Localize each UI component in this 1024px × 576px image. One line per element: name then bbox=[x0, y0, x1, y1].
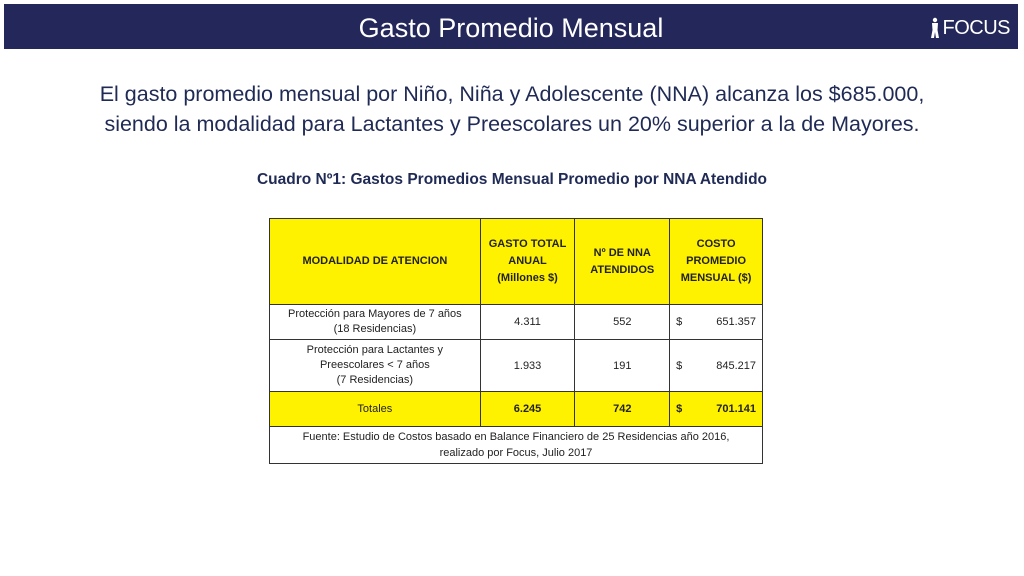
cell-costo bbox=[670, 305, 763, 340]
totals-row bbox=[270, 392, 763, 427]
currency-symbol: $ bbox=[676, 403, 683, 415]
cell-totales-label: Totales bbox=[270, 392, 481, 427]
cell-nna: 191 bbox=[575, 340, 670, 392]
page-title: Gasto Promedio Mensual bbox=[358, 13, 664, 43]
cell-nna: 552 bbox=[575, 305, 670, 340]
logo-text: FOCUS bbox=[942, 17, 1010, 39]
table-row bbox=[270, 340, 763, 392]
focus-logo bbox=[929, 16, 1011, 40]
header-nna-atendidos: Nº DE NNA ATENDIDOS bbox=[575, 219, 670, 305]
costo-value: 845.217 bbox=[716, 359, 756, 372]
cell-total-nna: 742 bbox=[575, 392, 670, 427]
table-header-row bbox=[270, 219, 763, 305]
cell-modalidad: Protección para Mayores de 7 años (18 Residencias) bbox=[270, 305, 481, 340]
table-row bbox=[270, 305, 763, 340]
cell-costo bbox=[670, 340, 763, 392]
cell-gasto: 1.933 bbox=[480, 340, 575, 392]
costo-value: 651.357 bbox=[716, 316, 756, 328]
table-caption: Cuadro Nº1: Gastos Promedios Mensual Promedio por NNA Atendido bbox=[256, 171, 768, 188]
cell-modalidad: Protección para Lactantes y Preescolares < 7 años (7 Residencias) bbox=[270, 340, 481, 392]
title-bar bbox=[4, 4, 1018, 49]
header-costo-promedio: COSTO PROMEDIO MENSUAL ($) bbox=[670, 219, 763, 305]
costo-value: 701.141 bbox=[716, 403, 756, 415]
lead-line-1: El gasto promedio mensual por Niño, Niña y Adolescente (NNA) alcanza los $685.000, bbox=[99, 82, 925, 106]
header-modalidad: MODALIDAD DE ATENCION bbox=[270, 219, 481, 305]
lead-paragraph bbox=[40, 79, 984, 139]
currency-symbol: $ bbox=[676, 316, 683, 328]
source-note: Fuente: Estudio de Costos basado en Balance Financiero de 25 Residencias año 2016, realizado por Focus, Julio 2017 bbox=[270, 427, 763, 464]
cost-table bbox=[269, 218, 763, 464]
figure-icon bbox=[929, 17, 941, 39]
header-gasto-total: GASTO TOTAL ANUAL (Millones $) bbox=[480, 219, 575, 305]
lead-line-2: siendo la modalidad para Lactantes y Preescolares un 20% superior a la de Mayores. bbox=[104, 112, 920, 136]
cell-gasto: 4.311 bbox=[480, 305, 575, 340]
source-row bbox=[270, 427, 763, 464]
currency-symbol: $ bbox=[676, 359, 683, 372]
cell-total-gasto: 6.245 bbox=[480, 392, 575, 427]
cell-total-costo bbox=[670, 392, 763, 427]
